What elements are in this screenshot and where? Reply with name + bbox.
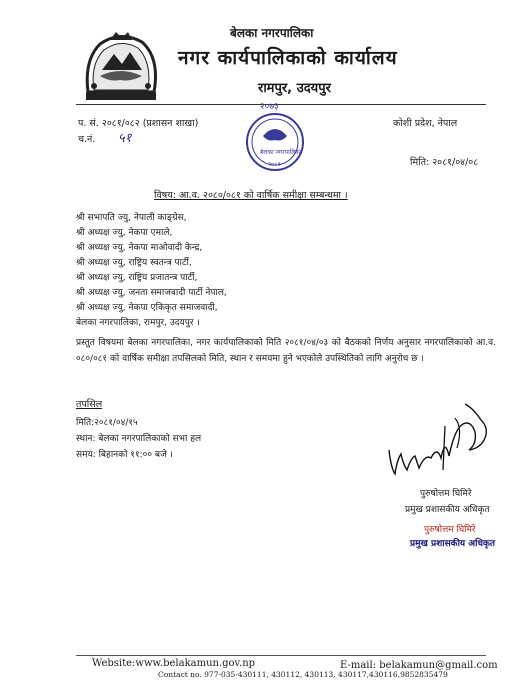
stamp-date: २०८१ (268, 161, 281, 168)
recipient-line: श्री अध्यक्ष ज्यु, राष्ट्रिय प्रजातन्त्र पार्टी, (76, 273, 198, 283)
details-heading: तपसिल (76, 399, 103, 410)
recipient-line: श्री सभापति ज्यु, नेपाली काङ्ग्रेस, (76, 213, 187, 223)
name-stamp-name: पुरुषोत्तम घिमिरे (424, 525, 476, 535)
nepal-emblem-icon (80, 30, 162, 104)
office-stamp (230, 100, 320, 180)
stamp-number: २०७३ (260, 102, 279, 112)
signatory-name: पुरुषोत्तम घिमिरे (420, 489, 472, 499)
signature (385, 398, 495, 483)
letter-subject: विषय: आ.व. २०८०/०८१ को वार्षिक समीक्षा सम्बन्धमा । (154, 190, 348, 201)
recipient-line: श्री अध्यक्ष ज्यु, नेकपा माओवादी केन्द्र, (76, 243, 203, 253)
name-stamp-designation: प्रमुख प्रशासकीय अधिकृत (410, 539, 496, 549)
footer-website: Website:www.belakamun.gov.np (92, 658, 256, 669)
header-municipality: बेलका नगरपालिका (230, 26, 314, 40)
footer-divider (76, 655, 486, 656)
recipient-line: श्री अध्यक्ष ज्यु, राष्ट्रिय स्वतन्त्र पार्टी, (76, 258, 192, 268)
stamp-text: बेलका नगरपालिका (260, 149, 302, 156)
recipient-line: श्री अध्यक्ष ज्यु, जनता समाजवादी पार्टी नेपाल, (76, 288, 227, 298)
letter-body: प्रस्तुत विषयमा बेलका नगरपालिका, नगर कार्यपालिकाको मिति २०८१/०४/०३ को बैठकको निर्णय अनुसार नगरपालिकाको आ.व. ०८०/०८१ को वार्षिक समीक्षा तपसिलको मिति, स्थान र समयमा हुने भएकोले उपस्थितिको लागि अनुरोध छ । (76, 338, 496, 364)
footer-email: E-mail: belakamun@gmail.com (340, 660, 498, 671)
signatory-designation: प्रमुख प्रशासकीय अधिकृत (405, 505, 490, 515)
header-office: नगर कार्यपालिकाको कार्यालय (178, 47, 398, 69)
letter-date: मिति: २०८१/०४/०८ (410, 157, 479, 168)
recipient-line: बेलका नगरपालिका, रामपुर, उदयपुर । (76, 318, 200, 328)
details-venue: स्थान: बेलका नगरपालिकाको सभा हल (76, 434, 202, 444)
dispatch-number-value: ५१ (118, 131, 132, 146)
details-date: मिति:२०८१/०४/१५ (76, 418, 138, 428)
details-time: समय: बिहानको ११:०० बजे । (76, 450, 173, 460)
reference-number: प. सं. २०८१/०८२ (प्रशासन शाखा) (78, 118, 199, 129)
recipient-line: श्री अध्यक्ष ज्यु, नेकपा एकिकृत समाजवादी, (76, 303, 218, 313)
province-label: कोशी प्रदेश, नेपाल (393, 118, 458, 129)
header-location: रामपुर, उदयपुर (258, 81, 331, 96)
dispatch-number-label: च.नं. (78, 134, 96, 145)
recipient-line: श्री अध्यक्ष ज्यु, नेकपा एमाले, (76, 228, 173, 238)
footer-contact: Contact no. 977-035-430111, 430112, 430113, 430117,430116,9852835479 (158, 670, 448, 679)
